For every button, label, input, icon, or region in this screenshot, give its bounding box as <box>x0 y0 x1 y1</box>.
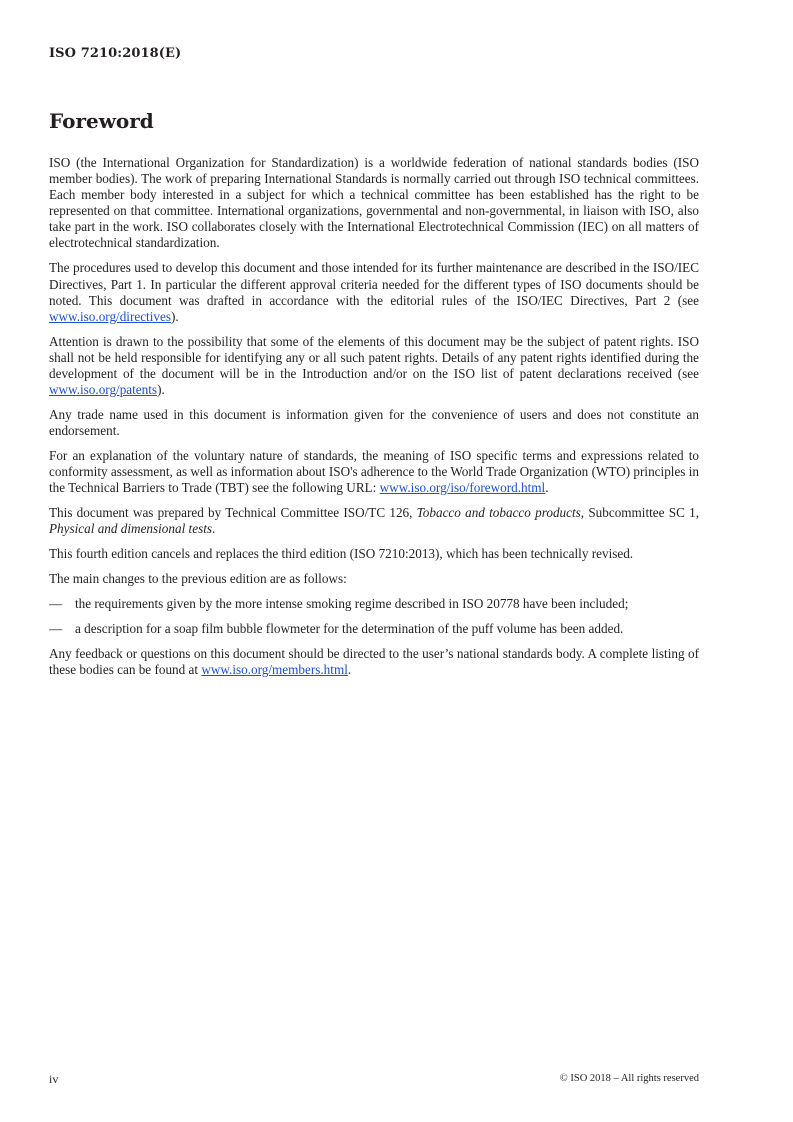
paragraph-trade-name: Any trade name used in this document is information given for the convenience of users and does not constitute an endorsement. <box>49 406 699 439</box>
patents-link[interactable]: www.iso.org/patents <box>49 382 158 397</box>
list-item-text: a description for a soap film bubble flowmeter for the determination of the puff volume has been added. <box>75 621 624 637</box>
paragraph-edition: This fourth edition cancels and replaces the third edition (ISO 7210:2013), which has been technically revised. <box>49 546 634 562</box>
list-item <box>49 621 699 637</box>
paragraph-voluntary-nature: For an explanation of the voluntary nature of standards, the meaning of ISO specific terms and expressions related to conformity assessment, as well as information about ISO's adherence to the World Trade Organization (WTO) principles in the Technical Barriers to Trade (TBT) see the following URL: www.iso.org/iso/foreword.html. <box>49 448 699 496</box>
paragraph-procedures: The procedures used to develop this document and those intended for its further maintenance are described in the ISO/IEC Directives, Part 1. In particular the different approval criteria needed for the different types of ISO documents should be noted. This document was drafted in accordance with the editorial rules of the ISO/IEC Directives, Part 2 (see www.iso.org/directives). <box>49 260 699 324</box>
paragraph-committee: This document was prepared by Technical Committee ISO/TC 126, Tobacco and tobacco products, Subcommittee SC 1, Physical and dimensional tests. <box>49 505 699 537</box>
page-number: iv <box>49 1072 59 1086</box>
foreword-body <box>49 155 699 687</box>
list-item-text: the requirements given by the more intense smoking regime described in ISO 20778 have been included; <box>75 596 629 612</box>
paragraph-patents: Attention is drawn to the possibility that some of the elements of this document may be the subject of patent rights. ISO shall not be held responsible for identifying any or all such patent rights. Details of any patent rights identified during the development of the document will be in the Introduction and/or on the ISO list of patent declarations received (see www.iso.org/patents). <box>49 333 699 397</box>
page-title: Foreword <box>49 109 154 133</box>
paragraph-changes-intro: The main changes to the previous edition are as follows: <box>49 571 347 587</box>
dash-bullet: — <box>49 596 63 612</box>
copyright-notice: © ISO 2018 – All rights reserved <box>559 1073 699 1084</box>
foreword-link[interactable]: www.iso.org/iso/foreword.html <box>379 480 546 496</box>
paragraph-feedback: Any feedback or questions on this document should be directed to the user’s national standards body. A complete listing of these bodies can be found at www.iso.org/members.html. <box>49 646 699 678</box>
directives-link[interactable]: www.iso.org/directives <box>49 308 171 324</box>
paragraph-iso-overview: ISO (the International Organization for Standardization) is a worldwide federation of national standards bodies (ISO member bodies). The work of preparing International Standards is normally carried out through ISO technical committees. Each member body interested in a subject for which a technical committee has been established has the right to be represented on that committee. International organizations, governmental and non-governmental, in liaison with ISO, also take part in the work. ISO collaborates closely with the International Electrotechnical Commission (IEC) on all matters of electrotechnical standardization. <box>49 155 699 251</box>
list-item <box>49 596 699 612</box>
dash-bullet: — <box>49 621 63 637</box>
document-id: ISO 7210:2018(E) <box>49 46 182 61</box>
members-link[interactable]: www.iso.org/members.html <box>201 662 348 678</box>
